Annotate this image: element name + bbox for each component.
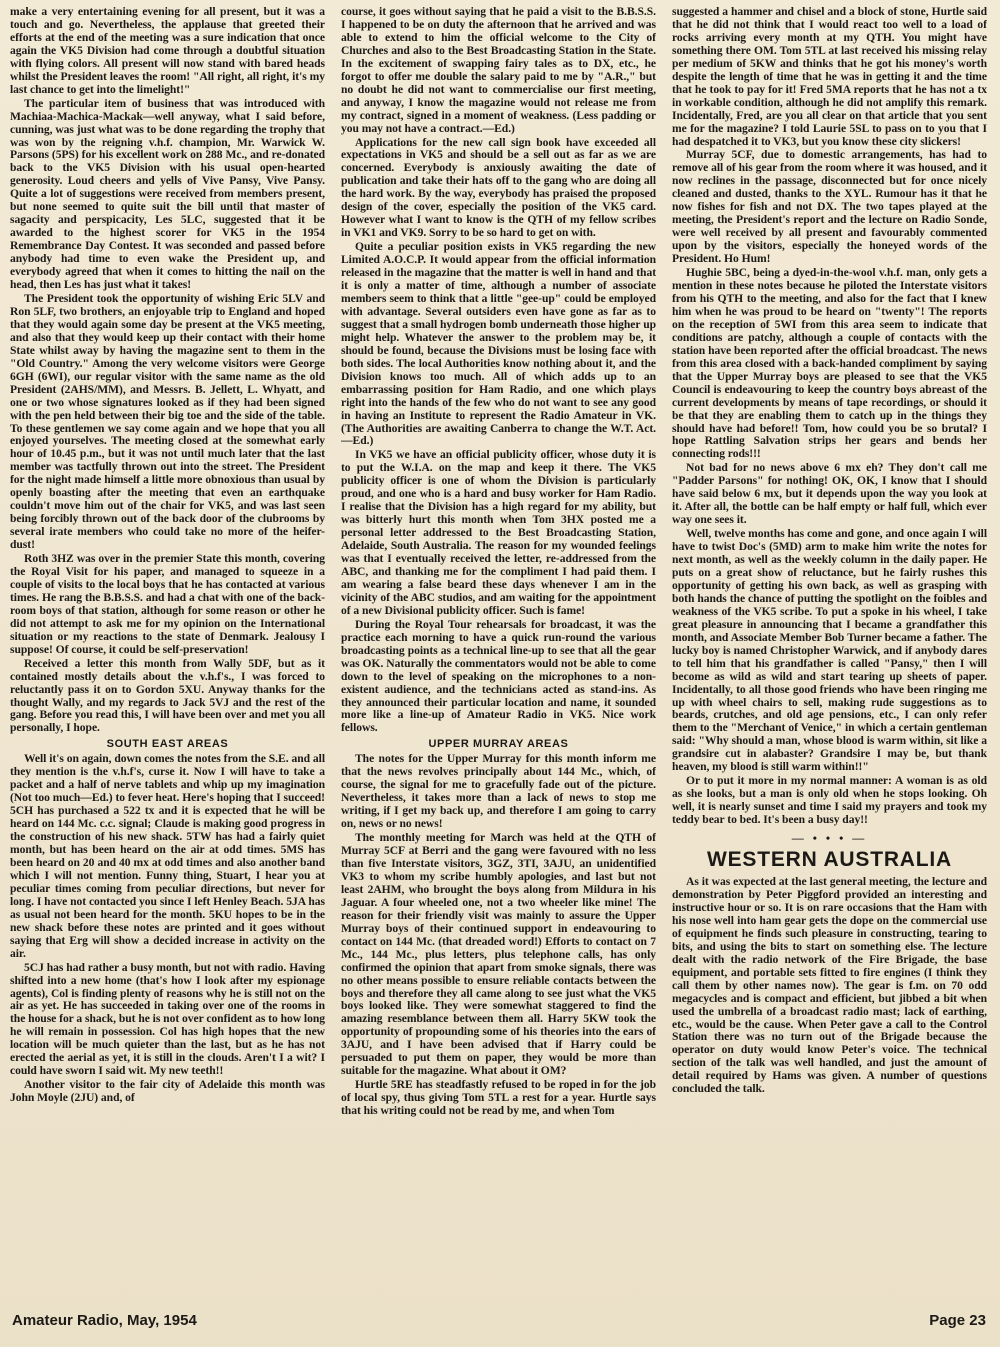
column-3 (672, 6, 987, 1302)
page-number: Page 23 (929, 1312, 986, 1329)
paragraph: suggested a hammer and chisel and a block of stone, Hurtle said that he did not think that I would react too well to a load of rocks arriving every month at my QTH. You might have something there OM. Tom 5TL at last received his missing relay per medium of 5KW and thinks that he got his money's worth despite the length of time that he was in getting it and the time that he took to pay for it! Fred 5MA reports that he has not a tx in workable condition, although he did not amplify this remark. Incidentally, Fred, are you all clear on that article that you sent me for the magazine? I told Laurie 5SL to pass on to you that I had despatched it to VK3, but you know these city slickers! (672, 6, 987, 148)
paragraph: Roth 3HZ was over in the premier State this month, covering the Royal Visit for his paper, and managed to squeeze in a couple of visits to the local boys that he has contacted at various times. He rang the B.B.S.S. and had a chat with one of the back-room boys of that station, although for some reason or other he did not attempt to ask me for my opinion on the International situation or my reactions to the state of Denmark. Jealousy I suppose! Of course, it could be self-preservation! (10, 552, 325, 656)
paragraph: The President took the opportunity of wishing Eric 5LV and Ron 5LF, two brothers, an enjoyable trip to England and hoped that they would again some day be present at the VK5 meeting, and also that they would keep up their contact with their home State whilst away by having the magazine sent to them in the "Old Country." Among the very welcome visitors were George 6GH (6WI), our regular visitor with the same name as the old President (2AHS/MM), and Messrs. B. Jellett, L. Whyatt, and one or two whose signatures looked as if they had been signed with the pen held between their big toe and the side of the table. To these gentlemen we say come again and we hope that you all enjoyed yourselves. The meeting closed at the somewhat early hour of 10.45 p.m., but it was not until much later that the last member was tactfully thrown out into the street. The President for the night made himself a little more obnoxious than usual by openly boasting after the meeting that even an earthquake couldn't move him out of the chair for VK5, and was last seen being forcibly thrown out of the back door of the clubrooms by several irate members who could take no more of the heifer-dust! (10, 291, 325, 552)
paragraph: make a very entertaining evening for all present, but it was a touch and go. Nevertheless, the applause that greeted their efforts at the end of the meeting was a sure indication that once again the VK5 Division had come through a doubtful situation with flying colors. All present will now stand with bared heads whilst the President leaves the room! "All right, all right, it's my last chance to get into the limelight!" (10, 6, 325, 96)
paragraph: Murray 5CF, due to domestic arrangements, has had to remove all of his gear from the room where it was housed, and it now reclines in the passage, disconnected but for once nicely cleaned and dusted, thanks to the XYL. Rumour has it that he now fishes for fish and not DX. The two tapes played at the meeting, the President's report and the lecture on Radio Sonde, were well received by all present and favourably commented upon by the visitors, especially the honeyed words of the President. Ho Hum! (672, 148, 987, 266)
page-footer (12, 1312, 986, 1336)
paragraph: As it was expected at the last general meeting, the lecture and demonstration by Peter Piggford provided an interesting and instructive hour or so. It is on rare occasions that the Ham with his nose well into ham gear gets the dope on the commercial use of equipment he finds such pleasure in constructing, tearing to bits, and using the bits to start on something else. The lecture dealt with the radio network of the Fire Brigade, the base equipment, and portable sets fitted to fire engines (I think they call them by other names now). The gear is f.m. on 70 odd megacycles and is compact and efficient, but jibbed a bit when used the umbrella of a broadcast radio mast; lack of earthing, etc., would be the cause. When Peter gave a call to the Control Station there was no turn out of the Brigade because the operator on duty would know Peter's voice. The technical section of the talk was well handled, and just the amount of detail required by Hams was given. A number of questions concluded the talk. (672, 875, 987, 1096)
paragraph: Well it's on again, down comes the notes from the S.E. and all they mention is the v.h.f's, curse it. Now I will have to take a packet and a half of nerve tablets and whip up my imagination (Not too much—Ed.) to fever heat. Here's hoping that I succeed! 5CH has purchased a 522 tx and it is expected that he will be heard on 144 Mc. c.c. signal; Claude is making good progress in the construction of his new shack. 5TW has had a fairly quiet month, but has been heard on the air at odd times. 5MS has been heard on 20 and 40 mx at odd times and also another band which I will not mention. Funny thing, Stuart, I hear you at peculiar times coming from peculiar directions, but never for long. I have not contacted you since I left Henley Beach. 5JA has as usual not been heard for the month. 5KU hopes to be in the new shack before these notes are printed and it goes without saying that Erg will show a decided increase in activity on the air. (10, 752, 325, 960)
paragraph: Hurtle 5RE has steadfastly refused to be roped in for the job of local spy, thus giving Tom 5TL a rest for a year. Hurtle says that his writing could not be read by me, and when Tom (341, 1078, 656, 1118)
paragraph: course, it goes without saying that he paid a visit to the B.B.S.S. I happened to be on duty the afternoon that he arrived and was able to extend to him the official welcome to the City of Churches and also to the Best Broadcasting Station in the State. In the excitement of swapping fairy tales as to DX, etc., he forgot to offer me double the salary paid to me by "A.R.," but no doubt he did not want to commercialise our first meeting, and anyway, I know the magazine would not release me from my contract, signed in a moment of weakness. (Less padding or you may not have a contract.—Ed.) (341, 6, 656, 135)
column-1 (10, 6, 325, 1302)
paragraph: Not bad for no news above 6 mx eh? They don't call me "Padder Parsons" for nothing! OK, OK, I know that I should have said below 6 mx, but it depends upon the way you look at it. After all, the bottle can be half empty or half full, which ever way one sees it. (672, 461, 987, 527)
paragraph: The particular item of business that was introduced with Machiaa-Machica-Mackak—well anyway, what I said before, cunning, was just what was to be done regarding the trophy that was won by the reigning v.h.f. champion, Mr. Warwick W. Parsons (5PS) for his excellent work on 288 Mc., and re-donated back to the VK5 Division with his usual open-hearted generosity. Loud cheers and yells of Vive Pansy, Vive Pansy. Quite a lot of suggestions were received from members present, but none seemed to quite suit the bill until that master of sagacity and perspicacity, Les 5LC, suggested that it be awarded to the highest scorer for VK5 in the 1954 Remembrance Day Contest. It was seconded and passed before anybody had time to even wake the President up, and everybody agreed that when it comes to hitting the nail on the head, then Les has just what it takes! (10, 96, 325, 292)
section-heading-south-east: SOUTH EAST AREAS (106, 738, 229, 751)
paragraph: Applications for the new call sign book have exceeded all expectations in VK5 and should be a sell out as far as we are concerned. Everybody is anxiously awaiting the date of publication and take their hats off to the gang who are doing all the hard work. By the way, everybody has praised the proposed design of the cover, especially the position of the VK5 card. However what I want to know is the QTH of my fellow scribes in VK1 and VK9. Sorry to be so hard to get on with. (341, 135, 656, 240)
paragraph: 5CJ has had rather a busy month, but not with radio. Having shifted into a new home (that's how I look after my espionage agents), Col is finding plenty of reasons why he is still not on the air as yet. He has succeeded in taking over one of the rooms in the house for a shack, but he is not over confident as to how long he will remain in possession. Col has high hopes that the new location will be much quieter than the last, but as he has not erected the aerial as yet, it is still in the clouds. Aren't I a wit? I could have sworn I said wit. My new teeth!! (10, 960, 325, 1078)
paragraph: Or to put it more in my normal manner: A woman is as old as she looks, but a man is only old when he stops looking. Oh well, it is nearly sunset and time I said my prayers and took my teddy bear to bed. It's been a busy day!! (672, 774, 987, 827)
paragraph: Quite a peculiar position exists in VK5 regarding the new Limited A.O.C.P. It would appear from the official information released in the magazine that the matter is well in hand and that it is only a matter of time, although a number of associate members seem to think that a little "gee-up" could be employed with advantage. Several outsiders even have gone as far as to suggest that a small hydrogen bomb underneath those higher up might help. Whatever the answer to the problem may be, it should be found, because the Divisions must be losing face with both sides. The local Authorities know nothing about it, and the Division knows too much. All of which adds up to an embarrassing position for Ham Radio, and one which plays right into the hands of the few who do not want to see any good in having an Institute to represent the Radio Amateur in VK. (The Authorities are awaiting Canberra to change the W.T. Act.—Ed.) (341, 240, 656, 448)
paragraph: During the Royal Tour rehearsals for broadcast, it was the practice each morning to have a quick run-round the various broadcasting points as a technical line-up to see that all the gear was OK. Naturally the commentators would not be able to come down to the level of speaking on the microphones to a non-existent audience, and the technicians acted as stand-ins. As they announced their particular location and name, it sounded more like a line-up of Amateur Radio in VK5. Nice work fellows. (341, 617, 656, 735)
paragraph: Hughie 5BC, being a dyed-in-the-wool v.h.f. man, only gets a mention in these notes because he piloted the Interstate visitors from his QTH to the meeting, and also for the fact that I knew him when he was proud to be heard on "twenty"! The reports on the reception of 5WI from this area seem to indicate that conditions are patchy, although a couple of contacts with the station have been reported after the official broadcast. The news from this area closed with a back-handed compliment by saying that the Upper Murray boys are pleased to see that the VK5 Council is endeavouring to keep the country boys abreast of the current developments by means of tape recordings, or should it be that they are enabling them to catch up in the things they should have had before!! Tom, how could you be so brutal? I hope Rattling Salvation strips her gears and bends her connecting rods!!! (672, 266, 987, 461)
article-columns (10, 6, 988, 1302)
paragraph: In VK5 we have an official publicity officer, whose duty it is to put the W.I.A. on the map and keep it there. The VK5 publicity officer is one of whom the Division is particularly proud, and one who is a hard and busy worker for Ham Radio. I realise that the Division has a high regard for my ability, but was bitterly hurt this month when Tom 3HX posted me a personal letter addressed to the Best Broadcasting Station, Adelaide, South Australia. The reason for my wounded feelings was that I eventually received the letter, re-addressed from the ABC, and thanking me for the compliment I had paid them. I am wearing a false beard these days whenever I am in the vicinity of the ABC studios, and am waiting for the appointment of a new Divisional publicity officer. Such is fame! (341, 448, 656, 617)
paragraph: Another visitor to the fair city of Adelaide this month was John Moyle (2JU) and, of (10, 1078, 325, 1105)
paragraph: Received a letter this month from Wally 5DF, but as it contained mostly details about the v.h.f's., I was forced to reluctantly pass it on to Gordon 5XU. Anyway thanks for the thought Wally, and my regards to Jack 5VJ and the rest of the gang. Before you read this, I will have been over and met you all personally, I hope. (10, 656, 325, 735)
section-divider: — • • • — (791, 831, 868, 846)
publication-line: Amateur Radio, May, 1954 (12, 1312, 197, 1329)
paragraph: The notes for the Upper Murray for this month inform me that the news revolves principally about 144 Mc., which, of course, the signal for me to gracefully fade out of the picture. Nevertheless, it takes more than a lack of news to stop me writing, if I get my back up, and therefore I am going to carry on, news or no news! (341, 752, 656, 831)
paragraph: The monthly meeting for March was held at the QTH of Murray 5CF at Berri and the gang were favoured with no less than five Interstate visitors, 3GZ, 3TI, 3AJU, an unidentified VK3 to whom my scribe humbly apologies, and last but not least 2AHM, who brought the boys along from Mildura in his Jaguar. A four wheeled one, not a two wheeler like mine! The reason for their friendly visit was mainly to assure the Upper Murray boys of their continued support in endeavouring to contact on 144 Mc. (that dreaded word!) Efforts to contact on 7 Mc., 144 Mc., plus letters, plus telephone calls, has only confirmed the opinion that apart from smoke signals, there was no other means possible to ensure reliable contacts between the boys and therefore they all came along to see just what the VK5 boys looked like. They were somewhat staggered to find the amazing resemblance between them all. Harry 5KW took the opportunity of propounding some of his theories into the ears of 3AJU, and I have been advised that if Harry could be persuaded to put them on paper, they would be more than suitable for the magazine. What about it OM? (341, 831, 656, 1078)
section-heading-upper-murray: UPPER MURRAY AREAS (428, 738, 569, 751)
section-title-western-australia: WESTERN AUSTRALIA (707, 848, 952, 872)
column-2 (341, 6, 656, 1302)
paragraph: Well, twelve months has come and gone, and once again I will have to twist Doc's (5MD) arm to make him write the notes for next month, as well as the weekly column in the daily paper. He puts on a great show of reluctance, but he fairly rushes this opportunity of getting his own back, as well as grasping with both hands the chance of putting the spotlight on the foibles and weakness of the VK5 scribe. To put a spoke in his wheel, I take great pleasure in announcing that I became a grandfather this month, and Associate Member Bob Turner became a father. The lucky boy is named Christopher Warwick, and if anybody dares to tell him that his grandfather is called "Pansy," then I will become as wild as wild and start tearing up sheets of paper. Incidentally, to all those good friends who have been ringing me up with wheel chairs to sell, making rude suggestions as to beards, crutches, and old age pensions, etc., I can only refer them to the "Merchant of Venice," in which a certain gentleman said: "Why should a man, whose blood is warm within, sit like a grandsire cut in alabaster? Grandsire I may be, but thank heaven, my blood is still warm within!!" (672, 527, 987, 774)
